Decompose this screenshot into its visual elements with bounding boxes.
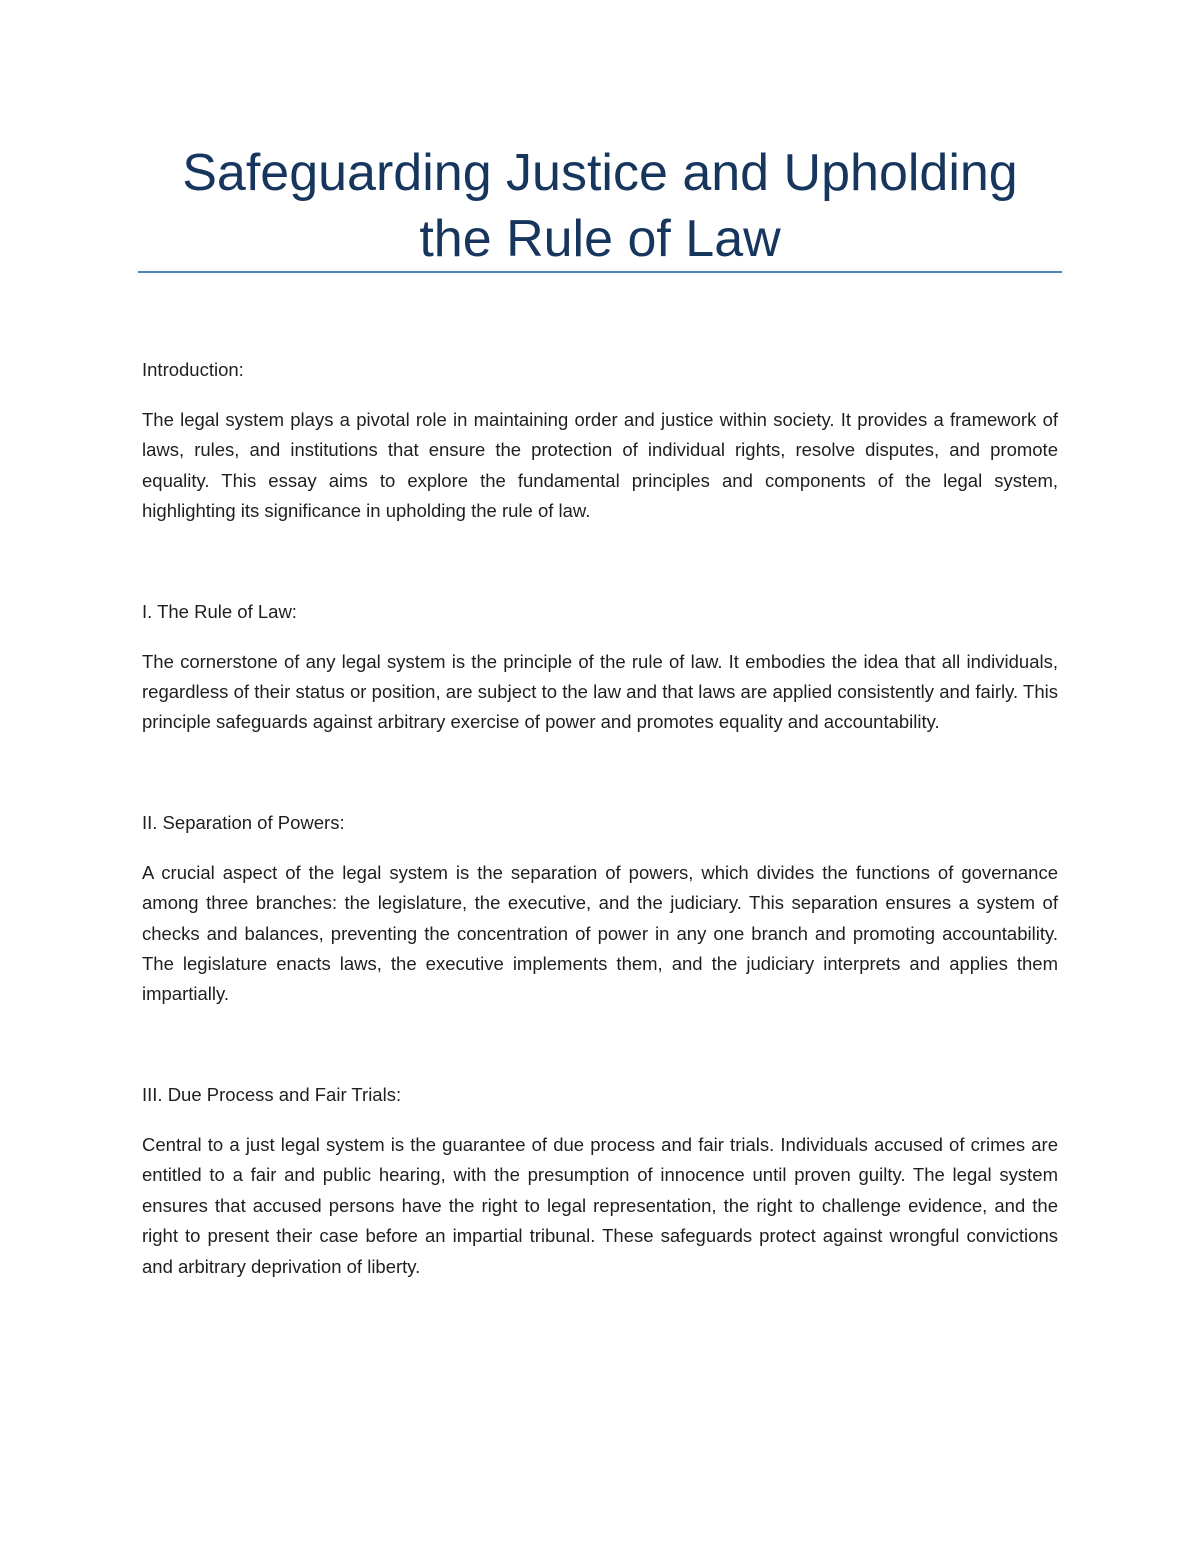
section-separation-of-powers <box>142 808 1058 1010</box>
section-heading: III. Due Process and Fair Trials: <box>142 1083 402 1105</box>
title-line-2: the Rule of Law <box>419 210 781 268</box>
document-body <box>142 355 1058 1282</box>
section-paragraph: A crucial aspect of the legal system is the separation of powers, which divides the functions of governance among three branches: the legislature, the executive, and the judiciary. This separation ensures a system of checks and balances, preventing the concentration of power in any one branch and promoting accountability. The legislature enacts laws, the executive implements them, and the judiciary interprets and applies them impartially. <box>142 861 1058 1005</box>
section-heading: Introduction: <box>142 359 244 380</box>
title-line-1: Safeguarding Justice and Upholding <box>182 144 1018 202</box>
section-due-process <box>142 1080 1058 1282</box>
section-introduction <box>142 355 1058 527</box>
section-paragraph: Central to a just legal system is the guarantee of due process and fair trials. Individuals accused of crimes are entitled to a fair and public hearing, with the presumption of innocence until proven guilty. The legal system ensures that accused persons have the right to legal representation, the right to challenge evidence, and the right to present their case before an impartial tribunal. These safeguards protect against wrongful convictions and arbitrary deprivation of liberty. <box>142 1133 1058 1277</box>
section-heading: I. The Rule of Law: <box>142 600 297 622</box>
section-heading: II. Separation of Powers: <box>142 811 345 833</box>
section-paragraph: The cornerstone of any legal system is the principle of the rule of law. It embodies the idea that all individuals, regardless of their status or position, are subject to the law and that laws are applied consistently and fairly. This principle safeguards against arbitrary exercise of power and promotes equality and accountability. <box>142 650 1058 733</box>
section-paragraph: The legal system plays a pivotal role in maintaining order and justice within society. It provides a framework of laws, rules, and institutions that ensure the protection of individual rights, resolve disputes, and promote equality. This essay aims to explore the fundamental principles and components of the legal system, highlighting its significance in upholding the rule of law. <box>142 409 1058 522</box>
section-rule-of-law <box>142 597 1058 738</box>
title-underline-divider <box>138 271 1062 273</box>
page-title <box>138 140 1062 272</box>
